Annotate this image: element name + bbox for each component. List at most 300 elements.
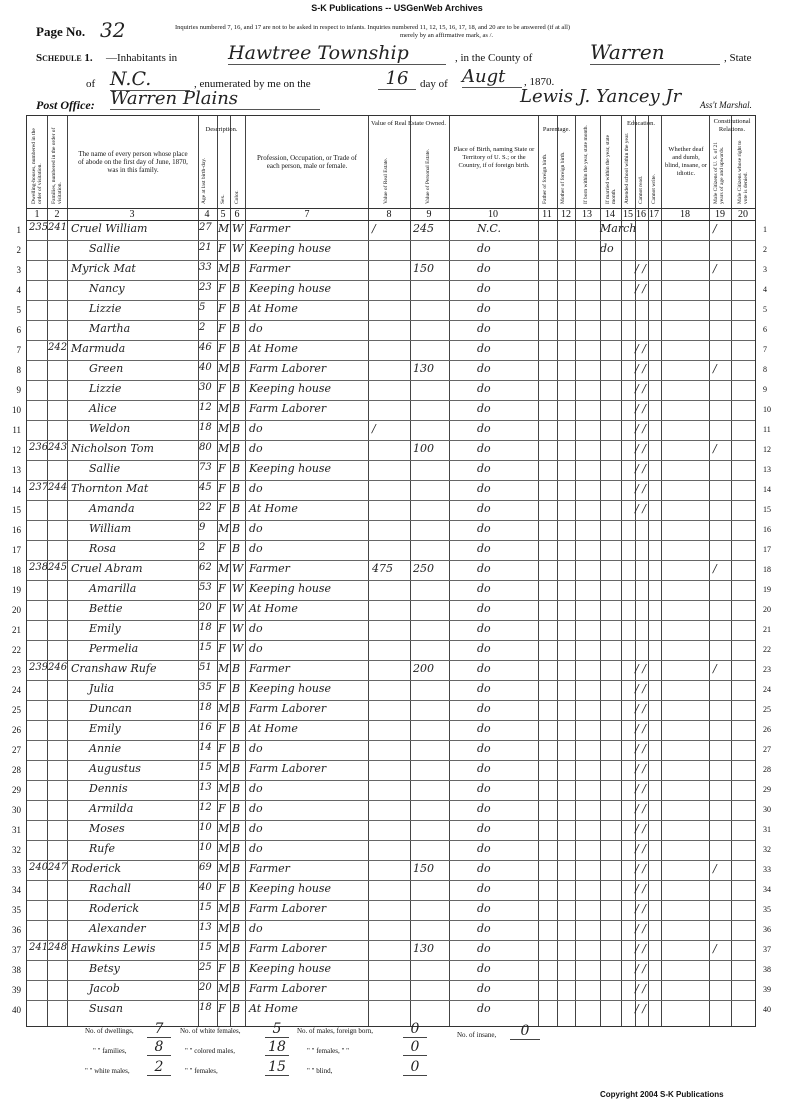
person-name: Myrick Mat [71,262,136,275]
row-number-right: 11 [763,425,771,434]
sex: F [218,602,226,615]
place-of-birth: do [477,282,491,295]
occupation: do [249,742,263,755]
occupation: do [249,322,263,335]
place-of-birth: do [477,622,491,635]
color: B [232,702,241,715]
column-number: 16 [636,209,646,220]
occupation: do [249,922,263,935]
row-number: 3 [16,265,21,275]
place-of-birth: do [477,562,491,575]
row-number: 9 [16,385,21,395]
age: 12 [199,802,212,813]
sex: F [218,542,226,555]
education-marks: / / [635,762,646,775]
place-of-birth: do [477,962,491,975]
age: 51 [199,662,212,673]
white-females-label: No. of white females, [180,1027,241,1035]
education-marks: / / [635,382,646,395]
occupation: Keeping house [249,462,332,475]
family-number: 248 [48,942,68,953]
color: B [232,882,241,895]
row-number: 34 [12,885,21,895]
census-table [12,115,771,1027]
person-name: Alexander [89,922,146,935]
header-c14: If married within the year, state month. [605,134,617,204]
row-number-right: 25 [763,705,771,714]
column-number: 12 [561,209,571,220]
education-marks: / / [635,402,646,415]
occupation: Farmer [249,862,290,875]
row-number-right: 24 [763,685,771,694]
column-number: 13 [582,209,592,220]
age: 15 [199,762,212,773]
colored-females-value: 15 [265,1059,289,1076]
row-number-right: 17 [763,545,771,554]
place-of-birth: do [477,762,491,775]
place-of-birth: do [477,982,491,995]
row-number: 21 [12,625,21,635]
row-number-right: 23 [763,665,771,674]
row-divider [27,820,755,821]
sex: M [218,662,230,675]
education-marks: / / [635,442,646,455]
age: 13 [199,922,212,933]
education-marks: / / [635,1002,646,1015]
row-number-right: 36 [763,925,771,934]
age: 40 [199,882,212,893]
sex: F [218,722,226,735]
foreign-males-value: 0 [403,1021,427,1038]
row-number: 23 [12,665,21,675]
age: 18 [199,702,212,713]
row-divider [27,940,755,941]
sex: M [218,442,230,455]
color: B [232,722,241,735]
occupation: do [249,522,263,535]
sex: M [218,942,230,955]
real-estate-value: / [372,222,376,235]
sex: F [218,502,226,515]
occupation: Keeping house [249,962,332,975]
row-divider [27,240,755,241]
place-of-birth: do [477,382,491,395]
place-of-birth: do [477,922,491,935]
row-divider [27,300,755,301]
citizen-mark: / [713,562,717,575]
dwelling-number: 239 [29,662,49,673]
blind-value: 0 [403,1059,427,1076]
row-divider [27,280,755,281]
sex: M [218,842,230,855]
education-marks: / / [635,862,646,875]
person-name: Lizzie [89,302,122,315]
place-of-birth: do [477,902,491,915]
sex: M [218,902,230,915]
person-name: Nicholson Tom [71,442,154,455]
row-divider [27,520,755,521]
sex: M [218,402,230,415]
row-number-right: 29 [763,785,771,794]
row-number: 16 [12,525,21,535]
row-divider [27,860,755,861]
occupation: Keeping house [249,682,332,695]
age: 80 [199,442,212,453]
row-number-right: 35 [763,905,771,914]
page-number: 32 [100,18,126,42]
column-number: 10 [488,209,498,220]
header-c5: Sex. [220,194,226,204]
sex: M [218,562,230,575]
row-number-right: 7 [763,345,767,354]
occupation: do [249,442,263,455]
color: B [232,662,241,675]
row-number-right: 16 [763,525,771,534]
education-marks: / / [635,942,646,955]
citizen-mark: / [713,662,717,675]
person-name: Marmuda [71,342,126,355]
occupation: At Home [249,342,298,355]
sex: F [218,342,226,355]
column-number: 19 [715,209,725,220]
family-number: 244 [48,482,68,493]
row-number-right: 31 [763,825,771,834]
row-number-right: 4 [763,285,767,294]
sex: F [218,302,226,315]
row-number-right: 1 [763,225,767,234]
sex: M [218,262,230,275]
place-of-birth: do [477,402,491,415]
citizen-mark: / [713,362,717,375]
color: B [232,502,241,515]
row-number-right: 3 [763,265,767,274]
dwelling-number: 236 [29,442,49,453]
row-number-right: 20 [763,605,771,614]
personal-estate-value: 130 [413,942,434,955]
family-number: 246 [48,662,68,673]
citizen-mark: / [713,942,717,955]
row-number: 35 [12,905,21,915]
row-number-right: 14 [763,485,771,494]
color: B [232,742,241,755]
person-name: Moses [89,822,125,835]
age: 15 [199,942,212,953]
row-number: 11 [12,425,21,435]
sex: M [218,822,230,835]
row-number-right: 40 [763,1005,771,1014]
row-divider [27,600,755,601]
totals-section [85,1023,545,1089]
sex: M [218,362,230,375]
foreign-females-value: 0 [403,1039,427,1056]
header-description: Description. [205,126,238,133]
personal-estate-value: 250 [413,562,434,575]
person-name: Duncan [89,702,132,715]
sex: F [218,642,226,655]
row-number: 31 [12,825,21,835]
row-number: 13 [12,465,21,475]
row-number: 5 [16,305,21,315]
color: B [232,482,241,495]
citizen-mark: / [713,862,717,875]
color: B [232,762,241,775]
dwelling-number: 237 [29,482,49,493]
person-name: Rosa [89,542,117,555]
person-name: Cranshaw Rufe [71,662,157,675]
personal-estate-value: 150 [413,262,434,275]
color: W [232,222,244,235]
occupation: Farm Laborer [249,982,327,995]
person-name: Sallie [89,462,121,475]
education-marks: / / [635,722,646,735]
married-month: March [600,222,637,235]
place-of-birth: do [477,442,491,455]
instructions-note-2: merely by an affirmative mark, as /. [400,32,494,39]
place-of-birth: do [477,862,491,875]
column-number: 7 [304,209,310,220]
header-value-re: Value of Real Estate Owned. [371,120,446,127]
header-c4: Age at last birth-day. [201,157,207,204]
row-divider [27,640,755,641]
age: 33 [199,262,212,273]
row-divider [27,800,755,801]
person-name: Nancy [89,282,125,295]
color: W [232,562,244,575]
married-month: do [600,242,614,255]
education-marks: / / [635,662,646,675]
person-name: Emily [89,722,121,735]
sex: M [218,702,230,715]
row-number: 18 [12,565,21,575]
place-of-birth: do [477,702,491,715]
township-value: Hawtree Township [228,42,446,65]
occupation: Farm Laborer [249,362,327,375]
age: 30 [199,382,212,393]
header-c16: Cannot read. [638,175,644,204]
education-marks: / / [635,342,646,355]
state-label: , State [724,52,752,64]
row-number: 12 [12,445,21,455]
row-number-right: 34 [763,885,771,894]
occupation: Farm Laborer [249,942,327,955]
row-divider [27,320,755,321]
color: B [232,862,241,875]
column-number: 8 [386,209,392,220]
row-number: 30 [12,805,21,815]
header-c3: The name of every person whose place of abode on the first day of June, 1870, was in this family. [78,150,188,174]
color: B [232,422,241,435]
color: W [232,642,244,655]
row-divider [27,260,755,261]
sex: M [218,522,230,535]
row-divider [27,540,755,541]
occupation: do [249,782,263,795]
age: 13 [199,782,212,793]
place-of-birth: do [477,882,491,895]
column-number: 3 [129,209,135,220]
place-of-birth: do [477,542,491,555]
state-value: N.C. [110,68,190,91]
dwelling-number: 235 [29,222,49,233]
place-of-birth: do [477,522,491,535]
row-number: 29 [12,785,21,795]
place-of-birth: do [477,722,491,735]
row-divider [27,1000,755,1001]
place-of-birth: do [477,362,491,375]
education-marks: / / [635,682,646,695]
family-number: 243 [48,442,68,453]
sex: F [218,1002,226,1015]
sex: M [218,982,230,995]
row-number-right: 9 [763,385,767,394]
person-name: Julia [89,682,115,695]
header-parentage: Parentage. [542,126,571,133]
person-name: Rufe [89,842,115,855]
age: 22 [199,502,212,513]
place-of-birth: do [477,322,491,335]
row-divider [27,480,755,481]
place-of-birth: do [477,502,491,515]
age: 62 [199,562,212,573]
dwellings-value: 7 [147,1021,171,1038]
personal-estate-value: 100 [413,442,434,455]
person-name: Cruel William [71,222,148,235]
color: B [232,402,241,415]
education-marks: / / [635,462,646,475]
color: B [232,382,241,395]
white-females-value: 5 [265,1021,289,1038]
person-name: Lizzie [89,382,122,395]
age: 9 [199,522,206,533]
families-label: " " families, [93,1047,127,1055]
sex: F [218,382,226,395]
person-name: Dennis [89,782,128,795]
occupation: Keeping house [249,882,332,895]
row-divider [27,620,755,621]
education-marks: / / [635,902,646,915]
person-name: Hawkins Lewis [71,942,156,955]
occupation: Farm Laborer [249,702,327,715]
post-office-label: Post Office: [36,98,95,112]
occupation: do [249,422,263,435]
place-of-birth: do [477,742,491,755]
place-of-birth: do [477,462,491,475]
column-number: 14 [605,209,615,220]
age: 14 [199,742,212,753]
age: 18 [199,622,212,633]
occupation: Farmer [249,662,290,675]
row-divider [27,460,755,461]
header-c6: Color. [234,190,240,204]
person-name: Augustus [89,762,141,775]
row-number: 36 [12,925,21,935]
occupation: At Home [249,502,298,515]
insane-value: 0 [510,1023,540,1040]
enumerated-label: , enumerated by me on the [194,78,311,90]
place-of-birth: do [477,782,491,795]
occupation: At Home [249,602,298,615]
education-marks: / / [635,502,646,515]
age: 15 [199,642,212,653]
age: 73 [199,462,212,473]
occupation: do [249,642,263,655]
color: B [232,982,241,995]
header-c19: Male Citizens of U. S. of 21 years of age and upwards. [713,141,725,204]
sex: F [218,802,226,815]
person-name: Martha [89,322,131,335]
color: W [232,602,244,615]
age: 16 [199,722,212,733]
person-name: Armilda [89,802,134,815]
dwelling-number: 238 [29,562,49,573]
occupation: Farmer [249,262,290,275]
row-divider [27,720,755,721]
personal-estate-value: 130 [413,362,434,375]
color: B [232,962,241,975]
row-divider [27,840,755,841]
row-divider [27,420,755,421]
age: 10 [199,822,212,833]
age: 23 [199,282,212,293]
row-number-right: 21 [763,625,771,634]
row-number: 26 [12,725,21,735]
color: B [232,802,241,815]
sex: M [218,762,230,775]
personal-estate-value: 150 [413,862,434,875]
color: B [232,302,241,315]
person-name: Permelia [89,642,139,655]
sex: F [218,482,226,495]
age: 20 [199,602,212,613]
column-number: 20 [738,209,748,220]
color: B [232,282,241,295]
row-number: 6 [16,325,21,335]
row-divider [27,440,755,441]
county-label: , in the County of [455,52,533,64]
place-of-birth: do [477,682,491,695]
row-divider [27,680,755,681]
colored-males-label: " " colored males, [185,1047,236,1055]
row-number-right: 28 [763,765,771,774]
real-estate-value: 475 [372,562,393,575]
header-c7: Profession, Occupation, or Trade of each person, male or female. [257,154,357,170]
copyright: Copyright 2004 S-K Publications [600,1090,724,1099]
color: B [232,342,241,355]
row-number-right: 33 [763,865,771,874]
sex: F [218,882,226,895]
education-marks: / / [635,922,646,935]
row-number: 37 [12,945,21,955]
place-of-birth: do [477,1002,491,1015]
age: 5 [199,302,206,313]
row-divider [27,560,755,561]
sex: F [218,962,226,975]
header-c13: If born within the year, state month. [583,125,589,204]
row-divider [27,780,755,781]
inhabitants-label: —Inhabitants in [106,52,178,64]
row-number-right: 32 [763,845,771,854]
row-number: 38 [12,965,21,975]
age: 18 [199,422,212,433]
person-name: Cruel Abram [71,562,143,575]
row-number-right: 13 [763,465,771,474]
row-number: 19 [12,585,21,595]
row-number-right: 39 [763,985,771,994]
person-name: Amarilla [89,582,137,595]
place-of-birth: do [477,242,491,255]
occupation: Farm Laborer [249,762,327,775]
education-marks: / / [635,702,646,715]
